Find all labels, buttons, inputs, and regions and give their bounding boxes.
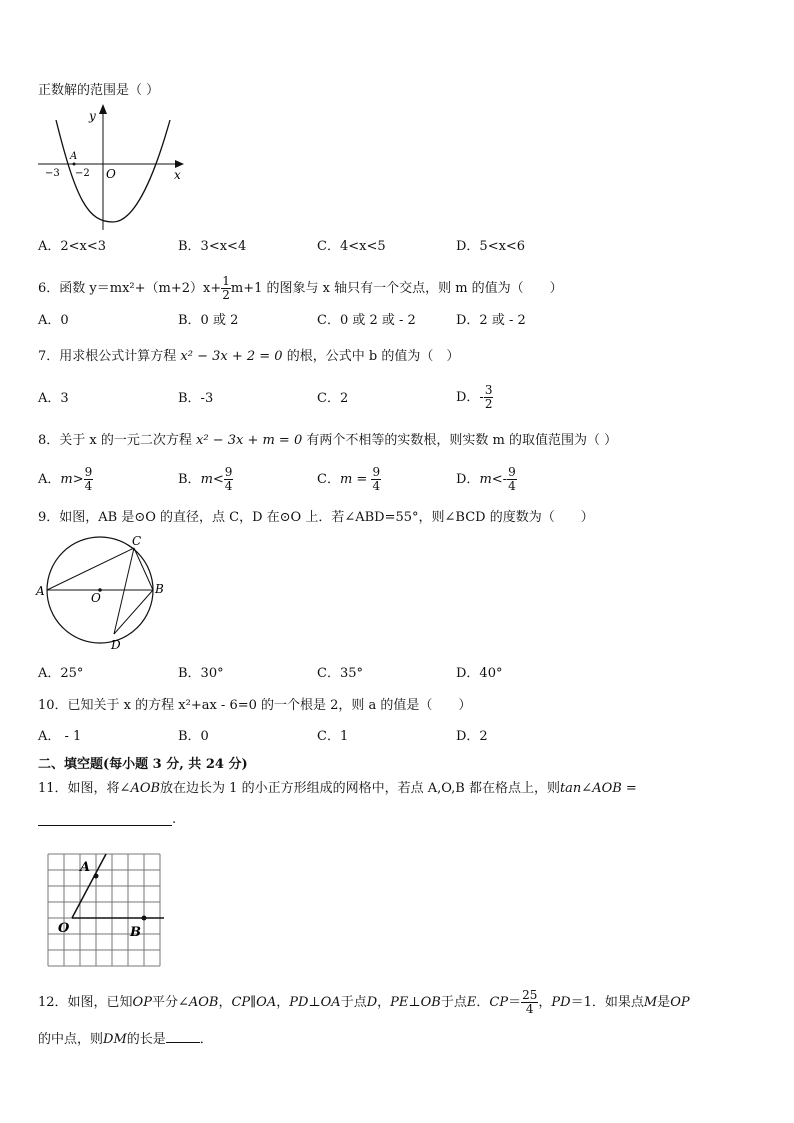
q11-tan: tan∠AOB = bbox=[559, 781, 637, 796]
q6-option-a: A．0 bbox=[38, 313, 69, 328]
q8-stem-part2: 有两个不相等的实数根，则实数 m 的取值范围为（ ） bbox=[306, 433, 618, 448]
q12-text-11: 是 bbox=[657, 995, 671, 1010]
q9-label-o: O bbox=[91, 591, 101, 605]
q8-c-relation: m = bbox=[339, 472, 368, 487]
q11-blank-period: . bbox=[172, 812, 177, 827]
q9-option-c: C．35° bbox=[317, 666, 363, 681]
q7-option-d bbox=[456, 382, 493, 414]
q8-c-num: 9 bbox=[372, 465, 381, 479]
q8-option-c bbox=[317, 464, 381, 496]
q12-text-6: ， bbox=[377, 995, 391, 1010]
q8-option-b bbox=[178, 464, 233, 496]
q12-stem-line2 bbox=[38, 1030, 213, 1049]
q12-text-2: 平分 bbox=[151, 995, 178, 1010]
q12-cp-parallel: CP∥OA bbox=[231, 995, 277, 1010]
q10-stem: 10．已知关于 x 的方程 x²+ax - 6=0 的一个根是 2，则 a 的值是（ ） bbox=[38, 698, 472, 713]
q6-frac-num: 1 bbox=[222, 274, 230, 288]
q8-c-den: 4 bbox=[372, 479, 381, 493]
q7-option-c: C．2 bbox=[317, 391, 349, 406]
q8-d-prefix: D． bbox=[456, 472, 480, 487]
q12-line2-text-b: 的长是 bbox=[126, 1032, 166, 1047]
q8-b-fraction bbox=[224, 466, 234, 493]
q12-op-2: OP bbox=[670, 995, 690, 1010]
q8-b-prefix: B． bbox=[178, 472, 201, 487]
q12-aob: ∠AOB bbox=[177, 995, 219, 1010]
q11-answer-blank[interactable] bbox=[38, 824, 172, 826]
q5-x-label: x bbox=[174, 168, 181, 182]
q5-option-a: A．2<x<3 bbox=[38, 239, 107, 254]
q8-a-prefix: A． bbox=[38, 472, 61, 487]
q12-text-10: ＝1．如果点 bbox=[570, 995, 644, 1010]
q9-option-b: B．30° bbox=[178, 666, 224, 681]
q5-origin-label: O bbox=[106, 167, 116, 181]
q6-stem-part2: m+1 的图象与 x 轴只有一个交点，则 m 的值为（ ） bbox=[230, 281, 563, 296]
q12-pd-perp: PD⊥OA bbox=[289, 995, 341, 1010]
q7-option-d-prefix: D．- bbox=[456, 390, 484, 405]
q12-text-7: 于点 bbox=[440, 995, 467, 1010]
q11-part1: 11．如图，将 bbox=[38, 781, 120, 796]
q8-a-relation: m> bbox=[60, 472, 84, 487]
q6-option-b: B．0 或 2 bbox=[178, 313, 239, 328]
q12-equals: ＝ bbox=[508, 995, 522, 1010]
q9-stem: 9．如图，AB 是⊙O 的直径，点 C，D 在⊙O 上．若∠ABD=55°，则∠BCD 的度数为（ ） bbox=[38, 510, 594, 525]
q6-fraction bbox=[221, 275, 231, 302]
q5-point-a-label: A bbox=[70, 151, 78, 162]
q10-option-b: B．0 bbox=[178, 729, 209, 744]
q12-stem-line1 bbox=[38, 986, 690, 1020]
q7-stem-part1: 7．用求根公式计算方程 bbox=[38, 349, 177, 364]
q12-pd: PD bbox=[551, 995, 571, 1010]
q10-option-c: C．1 bbox=[317, 729, 349, 744]
q5-option-b: B．3<x<4 bbox=[178, 239, 247, 254]
q12-fraction bbox=[521, 989, 538, 1016]
q12-dm: DM bbox=[103, 1032, 127, 1047]
q8-b-den: 4 bbox=[224, 479, 233, 493]
q8-option-d bbox=[456, 464, 517, 496]
q8-c-prefix: C． bbox=[317, 472, 340, 487]
q12-line2-text-a: 的中点，则 bbox=[38, 1032, 104, 1047]
q8-d-fraction bbox=[507, 466, 517, 493]
q12-point-m: M bbox=[643, 995, 658, 1010]
q8-b-relation: m< bbox=[200, 472, 224, 487]
q11-angle: ∠AOB bbox=[119, 781, 161, 796]
q8-d-num: 9 bbox=[508, 465, 516, 479]
q8-a-fraction bbox=[84, 466, 94, 493]
q5-option-c: C．4<x<5 bbox=[317, 239, 386, 254]
q10-option-d: D．2 bbox=[456, 729, 488, 744]
q7-stem-part2: 的根，公式中 b 的值为（ ） bbox=[286, 349, 460, 364]
q7-option-b: B．-3 bbox=[178, 391, 214, 406]
q8-d-relation: m<- bbox=[479, 472, 508, 487]
q12-answer-blank[interactable] bbox=[166, 1030, 200, 1043]
q11-label-b: B bbox=[130, 925, 141, 940]
q8-option-a bbox=[38, 464, 93, 496]
q7-d-num: 3 bbox=[484, 383, 493, 397]
q11-grid-diagram bbox=[44, 852, 168, 968]
q6-frac-den: 2 bbox=[222, 288, 230, 302]
q12-text-9: ， bbox=[538, 995, 552, 1010]
q8-c-fraction bbox=[371, 466, 381, 493]
q9-option-a: A．25° bbox=[38, 666, 84, 681]
q8-stem bbox=[38, 432, 617, 450]
q12-frac-num: 25 bbox=[522, 988, 538, 1002]
q9-circle-diagram bbox=[34, 534, 168, 654]
q12-text-5: 于点 bbox=[340, 995, 367, 1010]
q12-point-e: E bbox=[466, 995, 477, 1010]
q7-stem bbox=[38, 348, 459, 366]
q9-label-d: D bbox=[111, 638, 121, 652]
q8-a-num: 9 bbox=[84, 465, 93, 479]
q5-y-label: y bbox=[89, 109, 96, 123]
q12-text-4: ， bbox=[276, 995, 290, 1010]
q12-text-3: ， bbox=[218, 995, 232, 1010]
q10-option-a: A． - 1 bbox=[38, 729, 82, 744]
section-2-heading: 二、填空题(每小题 3 分, 共 24 分) bbox=[38, 757, 248, 772]
q5-tick-minus3: −3 bbox=[45, 168, 60, 179]
q11-stem bbox=[38, 780, 637, 798]
q11-label-a: A bbox=[80, 860, 91, 875]
q11-label-o: O bbox=[58, 921, 70, 936]
q5-tick-minus2: −2 bbox=[75, 168, 90, 179]
q12-point-d: D bbox=[366, 995, 378, 1010]
q6-stem-part1: 6．函数 y＝mx²+（m+2）x+ bbox=[38, 281, 222, 296]
q12-pe-perp: PE⊥OB bbox=[390, 995, 441, 1010]
q7-d-den: 2 bbox=[484, 397, 493, 411]
q12-line2-text-c: ． bbox=[199, 1032, 213, 1047]
q7-equation: x² − 3x + 2 = 0 bbox=[180, 349, 283, 364]
q9-option-d: D．40° bbox=[456, 666, 503, 681]
q7-option-a: A．3 bbox=[38, 391, 69, 406]
q12-op: OP bbox=[132, 995, 152, 1010]
q8-b-num: 9 bbox=[224, 465, 233, 479]
q12-frac-den: 4 bbox=[525, 1002, 534, 1016]
q8-a-den: 4 bbox=[84, 479, 93, 493]
q6-option-d: D．2 或 - 2 bbox=[456, 313, 526, 328]
q7-option-d-fraction bbox=[484, 384, 494, 411]
q6-option-c: C．0 或 2 或 - 2 bbox=[317, 313, 416, 328]
q9-label-c: C bbox=[132, 534, 142, 548]
q6-stem bbox=[38, 275, 563, 302]
q9-label-b: B bbox=[155, 582, 164, 596]
q5-option-d: D．5<x<6 bbox=[456, 239, 526, 254]
q5-parabola-graph bbox=[36, 100, 188, 232]
q8-equation: x² − 3x + m = 0 bbox=[196, 433, 303, 448]
q12-text-1: 12．如图，已知 bbox=[38, 995, 133, 1010]
q8-d-den: 4 bbox=[508, 479, 516, 493]
q12-cp: CP bbox=[489, 995, 509, 1010]
q5-stem: 正数解的范围是（ ） bbox=[38, 83, 160, 98]
q8-stem-part1: 8．关于 x 的一元二次方程 bbox=[38, 433, 192, 448]
q9-label-a: A bbox=[36, 584, 45, 598]
q12-text-8: ． bbox=[476, 995, 490, 1010]
q11-part2: 放在边长为 1 的小正方形组成的网格中，若点 A,O,B 都在格点上，则 bbox=[160, 781, 560, 796]
